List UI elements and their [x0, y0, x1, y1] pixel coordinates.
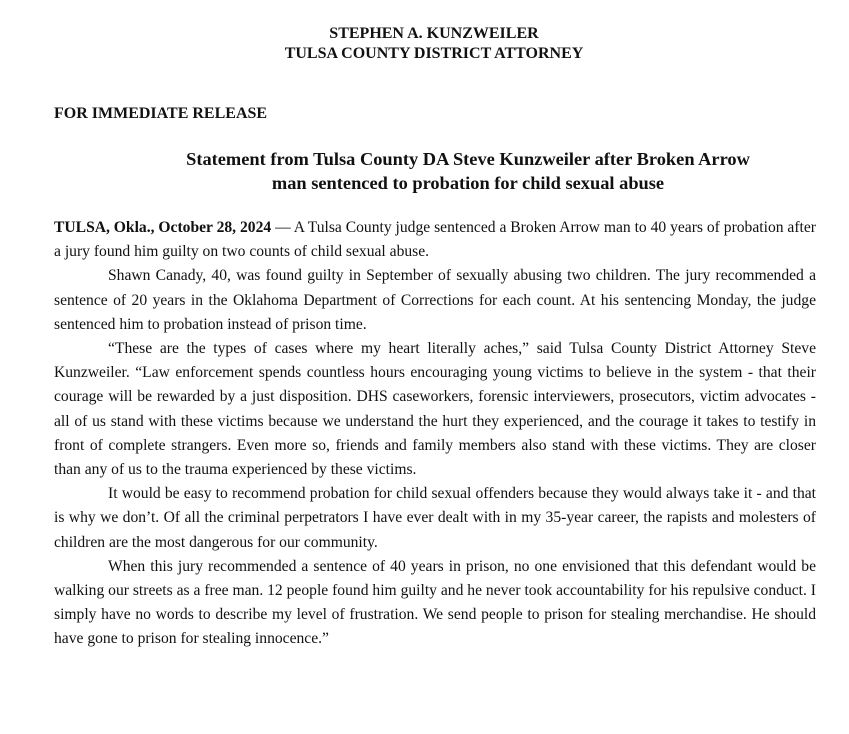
headline: [128, 147, 808, 195]
dateline: TULSA, Okla., October 28, 2024: [54, 219, 272, 236]
office-title: TULSA COUNTY DISTRICT ATTORNEY: [284, 45, 584, 62]
paragraph-1: [54, 216, 816, 264]
paragraph-1-text: — A Tulsa County judge sentenced a Broken Arrow man to 40 years of probation after a jury found him guilty on two counts of child sexual abuse.: [54, 219, 816, 261]
paragraph-4: It would be easy to recommend probation for child sexual offenders because they would always take it - and that is why we don’t. Of all the criminal perpetrators I have ever dealt with in my 35-year career, the rapists and molesters of children are the most dangerous for our community.: [54, 485, 816, 551]
headline-line-1: Statement from Tulsa County DA Steve Kunzweiler after Broken Arrow: [186, 149, 750, 169]
paragraph-2: Shawn Canady, 40, was found guilty in September of sexually abusing two children. The jury recommended a sentence of 20 years in the Oklahoma Department of Corrections for each count. At his sentencing Monday, the judge sentenced him to probation instead of prison time.: [54, 267, 816, 333]
paragraph-3: “These are the types of cases where my heart literally aches,” said Tulsa County District Attorney Steve Kunzweiler. “Law enforcement spends countless hours encouraging young victims to believe in the system - that their courage will be rewarded by a just disposition. DHS caseworkers, forensic interviewers, prosecutors, victim advocates - all of us stand with these victims because we understand the hurt they experienced, and the courage it takes to testify in front of complete strangers. Even more so, friends and family members also stand with these victims. They are closer than any of us to the trauma experienced by these victims.: [54, 340, 816, 479]
release-body: [54, 216, 816, 652]
da-name: STEPHEN A. KUNZWEILER: [329, 25, 539, 42]
letterhead: [0, 24, 849, 64]
release-label: FOR IMMEDIATE RELEASE: [54, 105, 268, 122]
paragraph-5: When this jury recommended a sentence of 40 years in prison, no one envisioned that this defendant would be walking our streets as a free man. 12 people found him guilty and he never took accountability for his repulsive conduct. I simply have no words to describe my level of frustration. We send people to prison for stealing merchandise. He should have gone to prison for stealing innocence.”: [54, 557, 816, 648]
headline-line-2: man sentenced to probation for child sexual abuse: [271, 173, 665, 193]
